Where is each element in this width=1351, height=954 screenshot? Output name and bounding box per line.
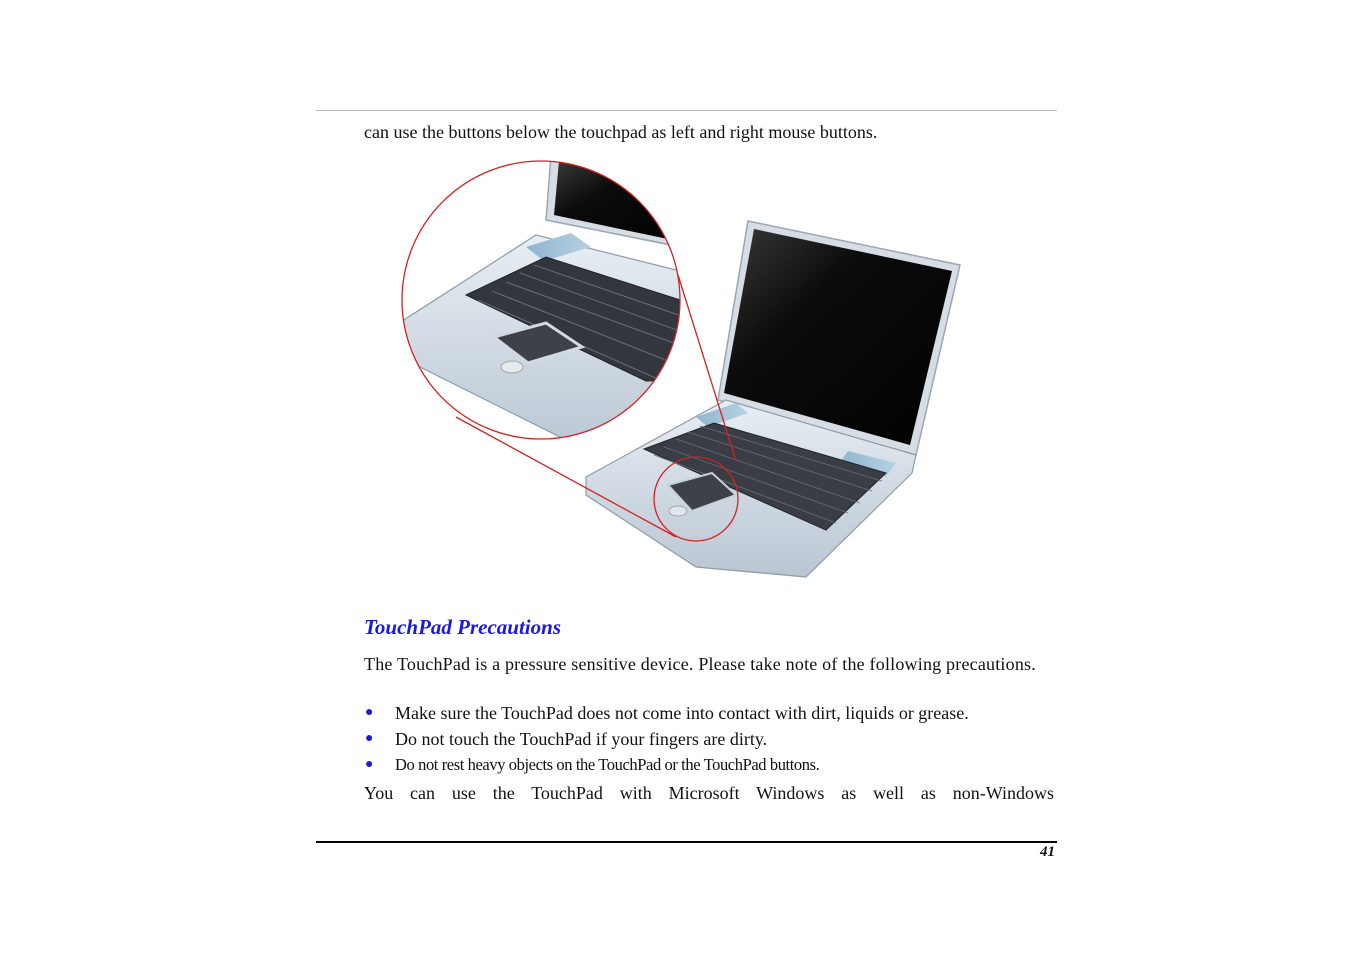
zoom-view: [396, 155, 696, 455]
list-item: ● Make sure the TouchPad does not come into contact with dirt, liquids or grease.: [365, 703, 969, 723]
intro-text: can use the buttons below the touchpad as left and right mouse buttons.: [364, 122, 878, 142]
list-item: ● Do not touch the TouchPad if your fingers are dirty.: [365, 729, 768, 749]
windows-paragraph: You can use the TouchPad with Microsoft Windows as well as non-Windows: [364, 783, 1054, 803]
laptop-touchpad-illustration: [396, 155, 976, 585]
page-number: 41: [1040, 844, 1055, 860]
bullet-icon: ●: [365, 705, 374, 720]
bullet-icon: ●: [365, 757, 374, 772]
list-item: ● Do not rest heavy objects on the TouchPad or the TouchPad buttons.: [365, 755, 820, 774]
header-rule: [316, 110, 1057, 111]
precautions-list: [364, 702, 1064, 780]
footer-rule: [316, 841, 1057, 843]
section-heading: TouchPad Precautions: [364, 615, 561, 639]
precautions-paragraph: The TouchPad is a pressure sensitive device. Please take note of the following precautions.: [364, 654, 1036, 674]
bullet-icon: ●: [365, 731, 374, 746]
